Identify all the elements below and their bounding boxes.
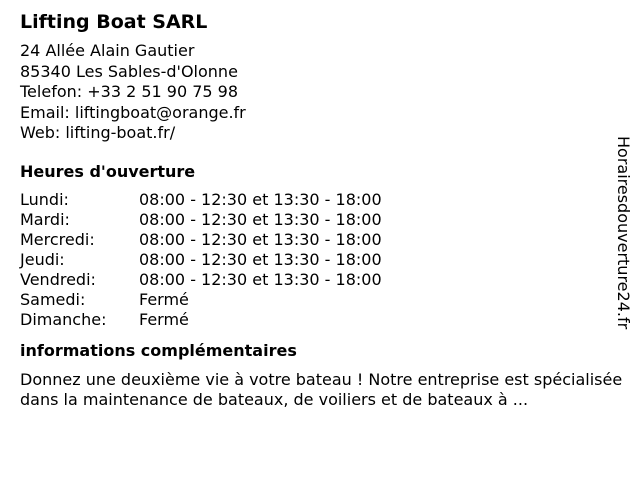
web-line: Web: lifting-boat.fr/ [20,123,176,142]
hours-row-sunday [20,310,632,330]
day-label: Lundi: [20,189,69,209]
business-description: Donnez une deuxième vie à votre bateau ! Notre entreprise est spécialisée dans la maintenance de bateaux, de voiliers et de bateaux à ... [20,369,623,409]
business-card [20,10,632,410]
day-label: Mardi: [20,209,70,229]
time-value: 08:00 - 12:30 et 13:30 - 18:00 [139,189,382,209]
hours-row-tuesday [20,210,632,230]
time-value: 08:00 - 12:30 et 13:30 - 18:00 [139,229,382,249]
day-label: Dimanche: [20,309,107,329]
time-value: 08:00 - 12:30 et 13:30 - 18:00 [139,249,382,269]
business-name: Lifting Boat SARL [20,11,208,33]
day-label: Mercredi: [20,229,95,249]
address-street: 24 Allée Alain Gautier [20,41,195,60]
info-heading: informations complémentaires [20,340,297,360]
time-value: Fermé [139,309,189,329]
hours-heading: Heures d'ouverture [20,161,196,181]
hours-row-monday [20,190,632,210]
day-label: Vendredi: [20,269,96,289]
hours-row-thursday [20,250,632,270]
day-label: Samedi: [20,289,86,309]
address-city: 85340 Les Sables-d'Olonne [20,61,238,81]
day-label: Jeudi: [20,249,65,269]
hours-row-saturday [20,290,632,310]
site-watermark: Horairesdouverture24.fr [614,136,633,330]
hours-row-wednesday [20,230,632,250]
time-value: 08:00 - 12:30 et 13:30 - 18:00 [139,209,382,229]
hours-row-friday [20,270,632,290]
time-value: Fermé [139,289,189,309]
time-value: 08:00 - 12:30 et 13:30 - 18:00 [139,269,382,289]
opening-hours-table [20,190,632,330]
phone-line: Telefon: +33 2 51 90 75 98 [20,82,239,101]
email-line: Email: liftingboat@orange.fr [20,102,246,122]
